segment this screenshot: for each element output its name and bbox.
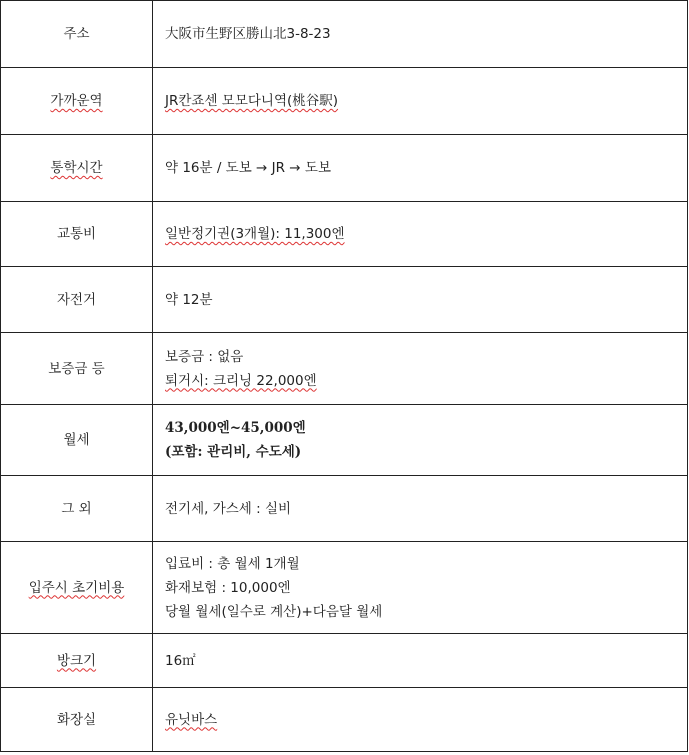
table-row (1, 135, 688, 202)
table-row (1, 688, 688, 752)
nearest-station-label: 가까운역 (50, 93, 103, 109)
row-value-deposit (153, 333, 688, 405)
commute-time-text: 약 16분 / 도보 → JR → 도보 (165, 160, 331, 176)
row-value-initial-costs (153, 542, 688, 634)
row-label-room-size (1, 634, 153, 688)
row-label-monthly-rent: 월세 (1, 405, 153, 476)
table-row (1, 333, 688, 405)
monthly-rent-line-1: 43,000엔~45,000엔 (165, 420, 306, 436)
deposit-line-1: 보증금 : 없음 (165, 348, 244, 365)
bicycle-text: 약 12분 (165, 291, 213, 308)
room-size-label: 방크기 (56, 652, 97, 669)
row-label-nearest-station (1, 68, 153, 135)
other-text: 전기세, 가스세 : 실비 (165, 500, 292, 517)
table-row (1, 634, 688, 688)
row-label-deposit: 보증금 등 (1, 333, 153, 405)
row-value-bathroom (153, 688, 688, 752)
room-size-text: 16㎡ (165, 652, 196, 669)
row-value-monthly-rent (153, 405, 688, 476)
initial-costs-line-3: 당월 월세(일수로 계산)+다음달 월세 (165, 603, 383, 620)
deposit-line-2: 퇴거시: 크리닝 22,000엔 (165, 372, 317, 389)
row-value-other (153, 476, 688, 542)
bathroom-text: 유닛바스 (165, 711, 218, 728)
table-row (1, 476, 688, 542)
table-row (1, 267, 688, 333)
transport-cost-text: 일반정기권(3개월): 11,300엔 (165, 226, 345, 242)
row-value-nearest-station (153, 68, 688, 135)
row-value-transport-cost (153, 202, 688, 267)
row-value-bicycle (153, 267, 688, 333)
row-label-initial-costs (1, 542, 153, 634)
row-value-commute-time (153, 135, 688, 202)
initial-costs-label: 입주시 초기비용 (28, 579, 125, 596)
row-label-transport-cost: 교통비 (1, 202, 153, 267)
monthly-rent-line-2: (포함: 관리비, 수도세) (165, 444, 302, 460)
row-label-commute-time (1, 135, 153, 202)
table-row (1, 202, 688, 267)
row-label-address: 주소 (1, 1, 153, 68)
address-text: 大阪市生野区勝山北3-8-23 (165, 26, 331, 42)
table-row (1, 1, 688, 68)
table-row (1, 542, 688, 634)
table-row (1, 405, 688, 476)
nearest-station-text: JR칸죠센 모모다니역(桃谷駅) (165, 93, 339, 109)
row-value-address (153, 1, 688, 68)
row-value-room-size (153, 634, 688, 688)
row-label-other: 그 외 (1, 476, 153, 542)
commute-time-label: 통학시간 (50, 160, 103, 176)
initial-costs-line-2: 화재보험 : 10,000엔 (165, 579, 291, 596)
row-label-bicycle: 자전거 (1, 267, 153, 333)
initial-costs-line-1: 입료비 : 총 월세 1개월 (165, 555, 300, 572)
row-label-bathroom: 화장실 (1, 688, 153, 752)
table-row (1, 68, 688, 135)
